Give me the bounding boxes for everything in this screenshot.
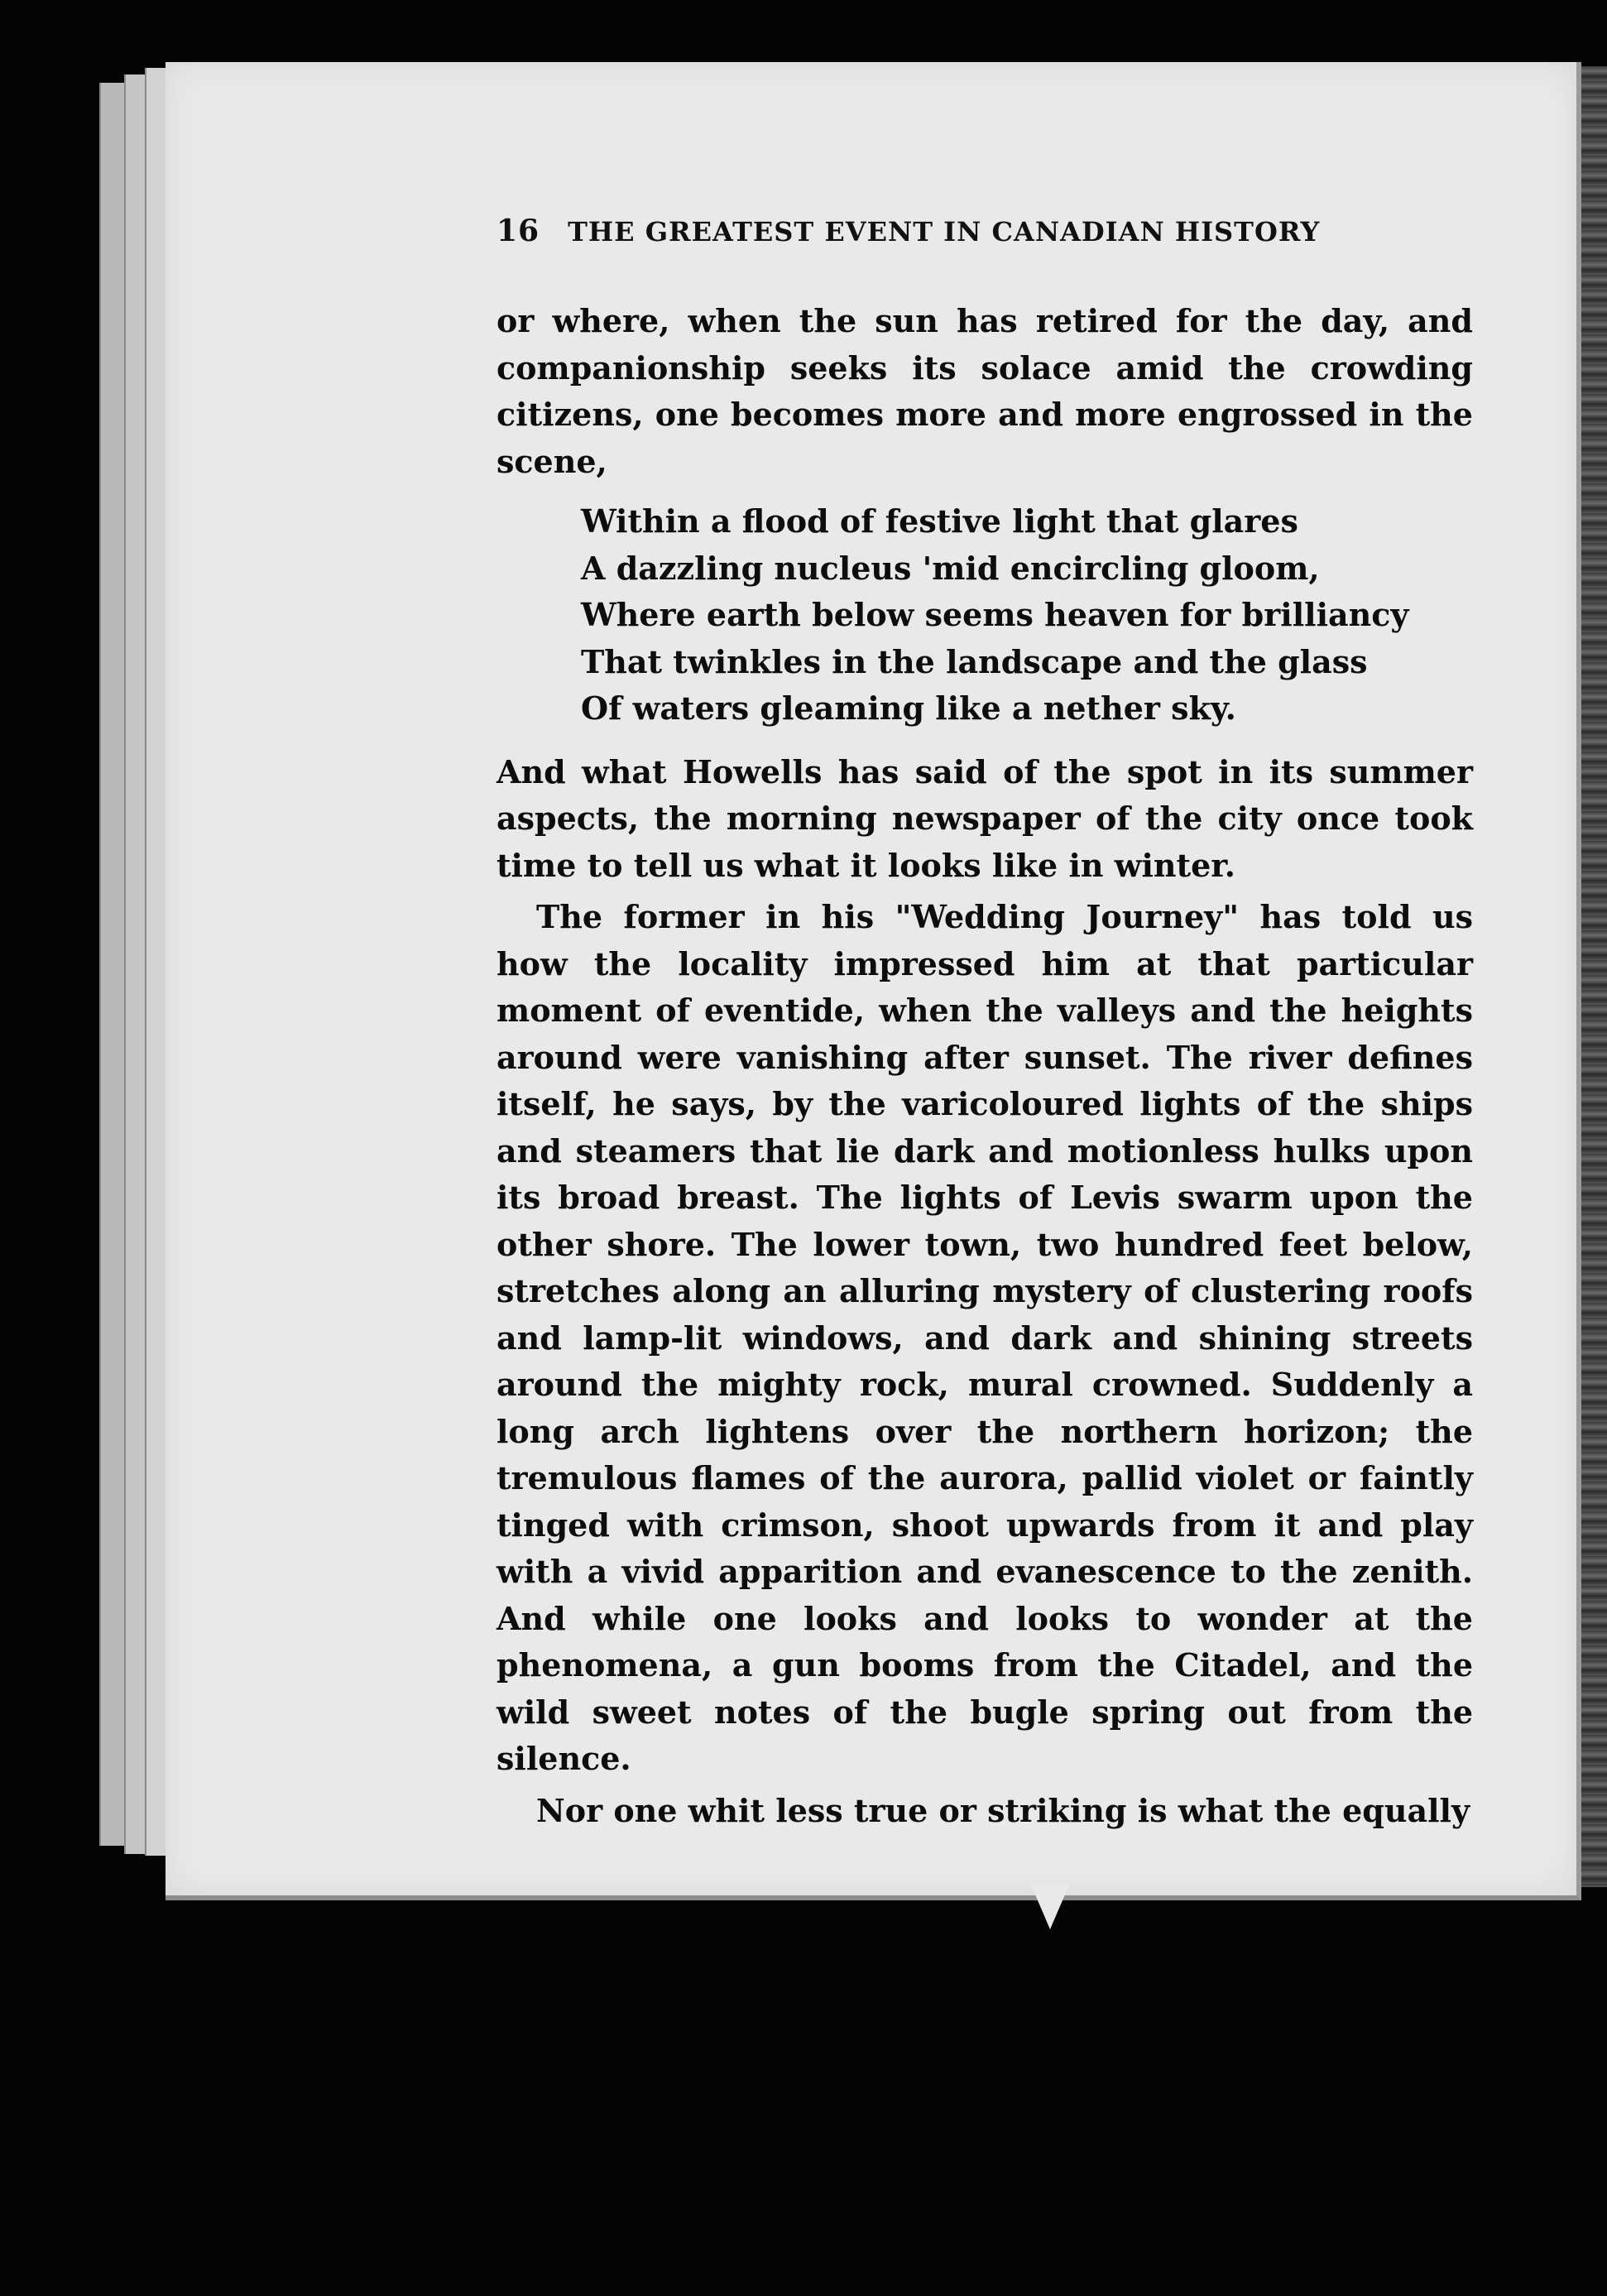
verse-line: Within a flood of festive light that glares [581, 502, 1298, 540]
page-body [496, 298, 1473, 1834]
verse-line: A dazzling nucleus 'mid encircling gloom, [581, 549, 1320, 587]
paragraph-2: And what Howells has said of the spot in its summer aspects, the morning newspaper of the city once took time to tell us what it looks like in winter. [496, 752, 1473, 884]
verse-quote [581, 498, 1473, 733]
page-tab [1030, 1883, 1070, 1929]
running-head: THE GREATEST EVENT IN CANADIAN HISTORY [568, 216, 1321, 247]
paragraph-3: The former in his "Wedding Journey" has told us how the locality impressed him at that particular moment of eventide, when the valleys and the heights around were vanishing after sunset. The river defines itself, he says, by the varicoloured lights of the ships and steamers that lie dark and motionless hulks upon its broad breast. The lights of Levis swarm upon the other shore. The lower town, two hundred feet below, stretches along an alluring mystery of clustering roofs and lamp-lit windows, and dark and shining streets around the mighty rock, mural crowned. Suddenly a long arch lightens over the northern horizon; the tremulous flames of the aurora, pallid violet or faintly tinged with crimson, shoot upwards from it and play with a vivid apparition and evanescence to the zenith. And while one looks and looks to wonder at the phenomena, a gun booms from the Citadel, and the wild sweet notes of the bugle spring out from the silence. [496, 898, 1473, 1777]
page-header [496, 214, 1423, 248]
verse-line: Of waters gleaming like a nether sky. [581, 689, 1236, 727]
verse-line: Where earth below seems heaven for brilliancy [581, 596, 1409, 633]
page-number: 16 [496, 214, 540, 248]
paragraph-1: or where, when the sun has retired for the day, and companionship seeks its solace amid the crowding citizens, one becomes more and more engrossed in the scene, [496, 302, 1473, 480]
paragraph-4: Nor one whit less true or striking is what the equally [536, 1791, 1470, 1829]
verse-line: That twinkles in the landscape and the glass [581, 642, 1368, 680]
